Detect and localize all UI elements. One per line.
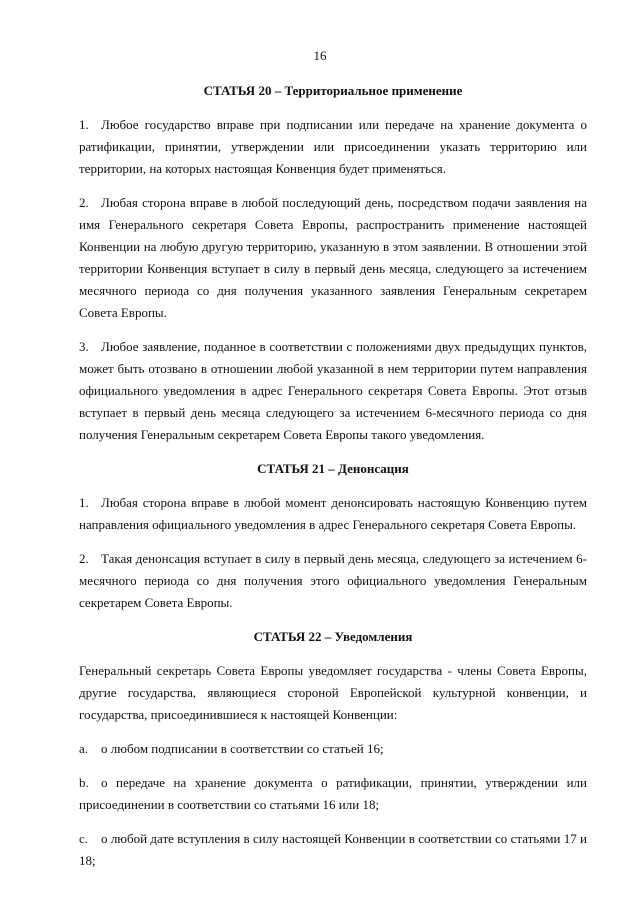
- paragraph-number: 2.: [79, 551, 89, 566]
- paragraph-text: Такая денонсация вступает в силу в первый день месяца, следующего за истечением 6-месячного периода со дня получения этого официального уведомления Генеральным секретарем Совета Европы.: [79, 551, 587, 610]
- document-body: [79, 80, 587, 884]
- article-22-item-b: [79, 772, 587, 816]
- paragraph-text: Любая сторона вправе в любой момент денонсировать настоящую Конвенцию путем направления официального уведомления в адрес Генерального секретаря Совета Европы.: [79, 495, 587, 532]
- item-letter: b.: [79, 775, 89, 790]
- article-21-paragraph-2: [79, 548, 587, 614]
- paragraph-text: Любое государство вправе при подписании или передаче на хранение документа о ратификации, принятии, утверждении или присоединении указать территорию или территории, на которых настоящая Конвенция будет применяться.: [79, 117, 587, 176]
- article-20-heading: СТАТЬЯ 20 – Территориальное применение: [203, 83, 463, 98]
- paragraph-number: 1.: [79, 117, 89, 132]
- paragraph-text: о передаче на хранение документа о ратификации, принятии, утверждении или присоединении в соответствии со статьями 16 или 18;: [79, 775, 587, 812]
- paragraph-number: 1.: [79, 495, 89, 510]
- paragraph-text: о любой дате вступления в силу настоящей Конвенции в соответствии со статьями 17 и 18;: [79, 831, 587, 868]
- paragraph-text: о любом подписании в соответствии со статьей 16;: [101, 741, 384, 756]
- article-22-intro: [79, 660, 587, 726]
- page-number: 16: [313, 48, 327, 63]
- paragraph-text: Любое заявление, поданное в соответствии с положениями двух предыдущих пунктов, может быть отозвано в отношении любой указанной в нем территории путем направления официального уведомления в адрес Генерального секретаря Совета Европы. Этот отзыв вступает в первый день месяца следующего за истечением 6-месячного периода со дня получения Генеральным секретарем Совета Европы такого уведомления.: [79, 339, 587, 442]
- article-21-paragraph-1: [79, 492, 587, 536]
- article-20-paragraph-1: [79, 114, 587, 180]
- article-21-heading: СТАТЬЯ 21 – Денонсация: [257, 461, 409, 476]
- item-letter: c.: [79, 831, 89, 846]
- article-22-item-a: [79, 738, 587, 760]
- article-22-item-c: [79, 828, 587, 872]
- item-letter: a.: [79, 741, 89, 756]
- paragraph-number: 3.: [79, 339, 89, 354]
- article-20-paragraph-2: [79, 192, 587, 324]
- paragraph-text: Любая сторона вправе в любой последующий день, посредством подачи заявления на имя Генерального секретаря Совета Европы, распространить применение настоящей Конвенции на любую другую территорию, указанную в этом заявлении. В отношении этой территории Конвенция вступает в силу в первый день месяца, следующего за истечением месячного периода со дня получения указанного заявления Генеральным секретарем Совета Европы.: [79, 195, 587, 320]
- article-22-heading: СТАТЬЯ 22 – Уведомления: [253, 629, 413, 644]
- paragraph-number: 2.: [79, 195, 89, 210]
- paragraph-text: Генеральный секретарь Совета Европы уведомляет государства - члены Совета Европы, другие государства, являющиеся стороной Европейской культурной конвенции, и государства, присоединившиеся к настоящей Конвенции:: [79, 663, 587, 722]
- article-20-paragraph-3: [79, 336, 587, 446]
